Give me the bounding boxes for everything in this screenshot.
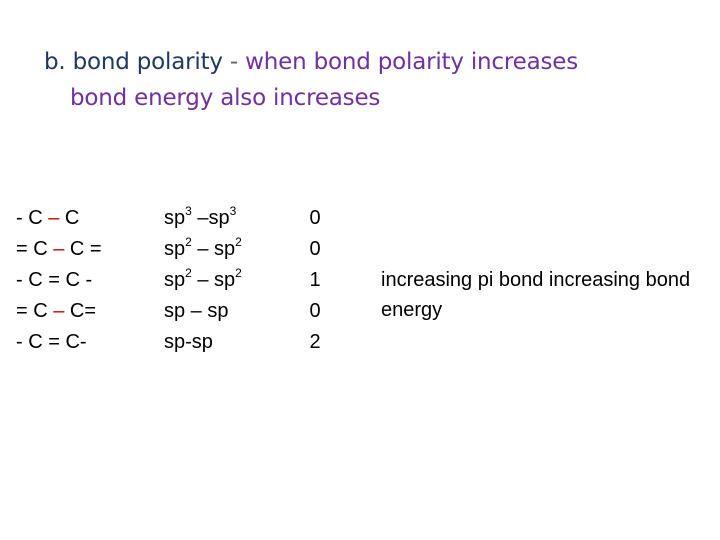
heading-topic: b. bond polarity	[44, 49, 223, 75]
pi-bond-count: 1	[309, 269, 321, 291]
structure-row: - C = C-	[16, 331, 87, 353]
pi-bond-count: 2	[309, 331, 321, 353]
heading-separator: -	[222, 49, 246, 75]
hybridization-column	[164, 203, 242, 358]
bond-symbol: =	[48, 331, 60, 353]
hybridization-row: $sp^2 - sp^2$	[164, 235, 242, 260]
pi-bond-count: 0	[309, 238, 321, 260]
bond-symbol: –	[53, 238, 65, 260]
bond-symbol: –	[53, 300, 65, 322]
structure-row: = C – C=	[16, 300, 97, 322]
pi-bond-column	[306, 203, 324, 358]
heading-statement-continued: bond energy also increases	[70, 85, 381, 111]
pi-bond-count: 0	[309, 300, 321, 322]
slide-heading	[44, 44, 704, 116]
bond-symbol: =	[48, 269, 60, 291]
bond-symbol: –	[48, 207, 60, 229]
hybridization-row: sp – sp	[164, 300, 229, 322]
hybridization-row: sp-sp	[164, 331, 213, 353]
structure-row: - C = C -	[16, 269, 93, 291]
trend-note: increasing pi bond increasing bond energy	[381, 269, 691, 321]
pi-bond-count: 0	[309, 207, 321, 229]
structure-row: = C – C =	[16, 238, 102, 260]
structure-row: - C – C	[16, 207, 80, 229]
hybridization-row: $sp^2 - sp^2$	[164, 266, 242, 291]
heading-statement: when bond polarity increases	[245, 49, 578, 75]
structure-column	[16, 203, 102, 358]
hybridization-row: $sp^3$ $-sp^3$	[164, 204, 237, 229]
